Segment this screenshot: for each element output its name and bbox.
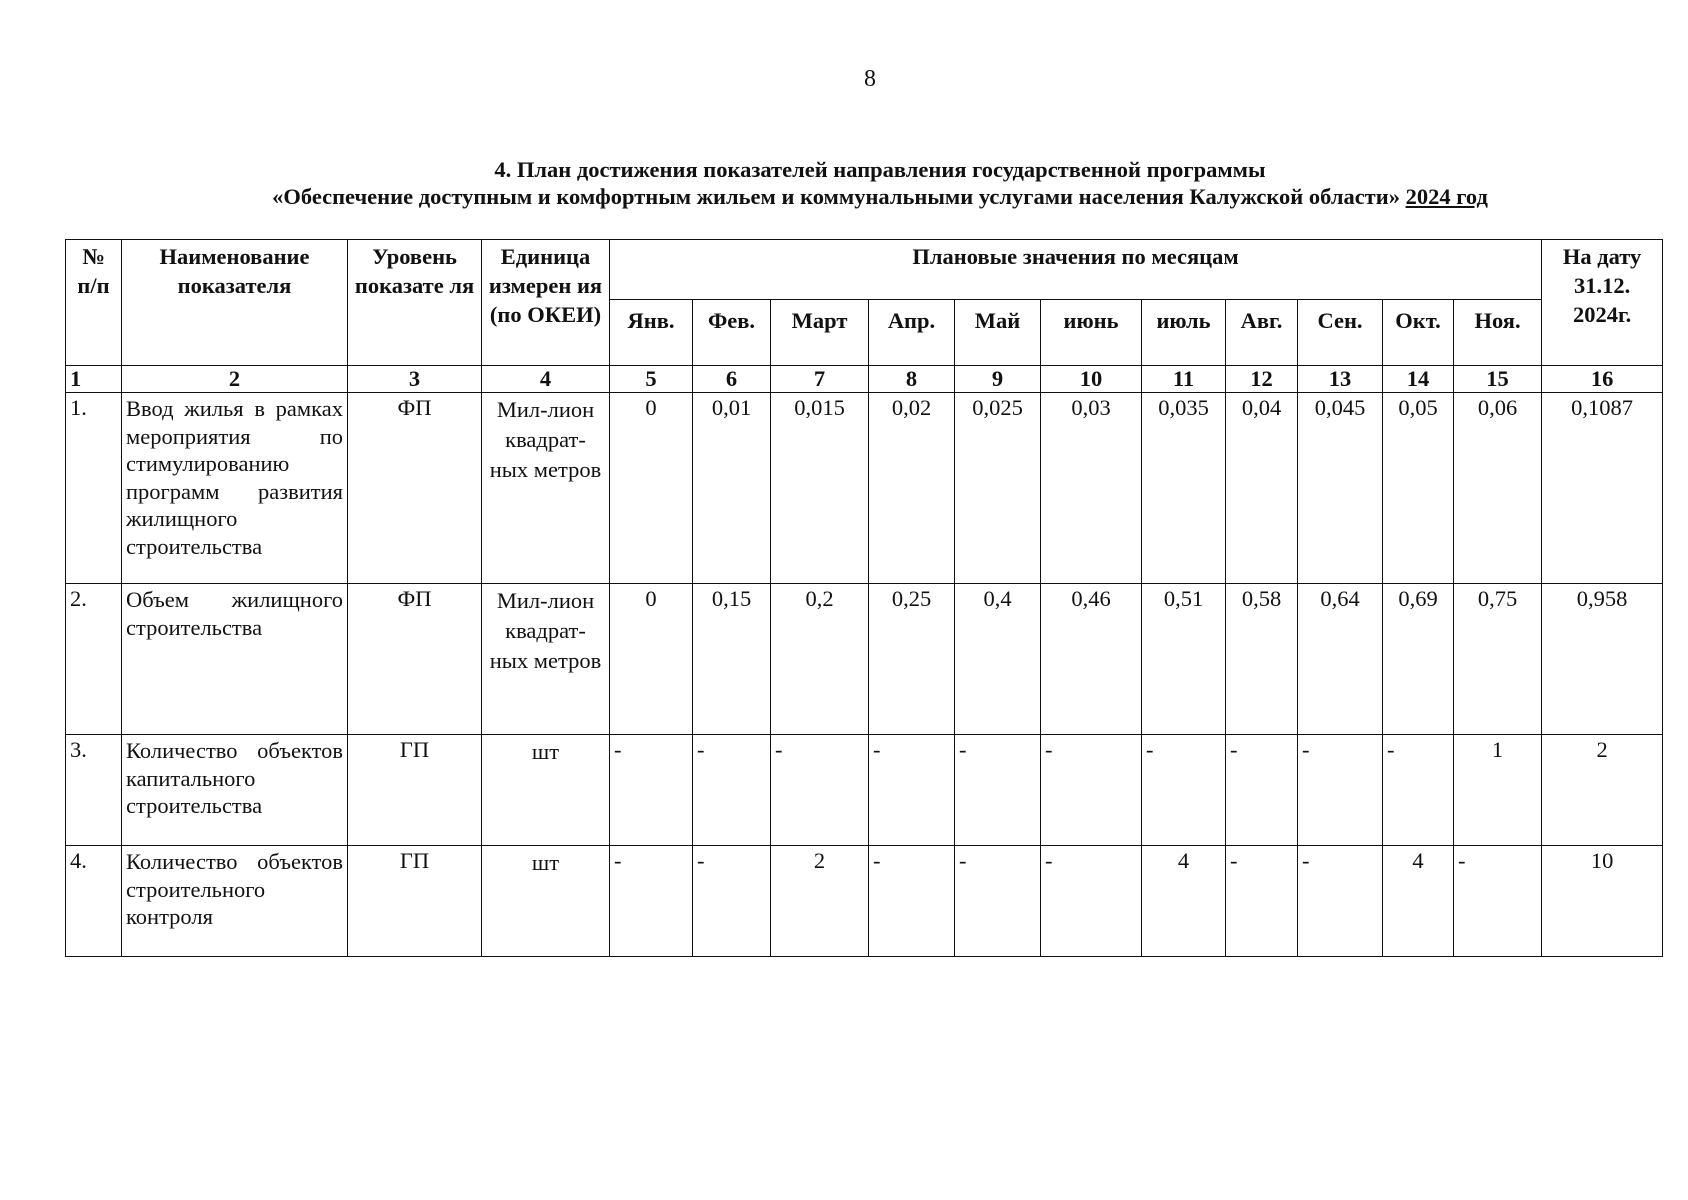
month-value: -: [1226, 846, 1298, 957]
indicator-level: ФП: [348, 584, 482, 735]
indicator-level: ГП: [348, 735, 482, 846]
column-number: 3: [348, 366, 482, 393]
table-row: [66, 846, 1663, 957]
month-header: Авг.: [1226, 300, 1298, 366]
month-value: -: [1383, 735, 1454, 846]
month-value: 0,15: [693, 584, 771, 735]
month-value: 0,01: [693, 393, 771, 584]
month-value: 0: [610, 393, 693, 584]
row-number: 3.: [66, 735, 122, 846]
indicator-level: ГП: [348, 846, 482, 957]
indicator-plan-table: [65, 239, 1663, 957]
header-final: На дату 31.12. 2024г.: [1542, 240, 1663, 366]
row-number: 2.: [66, 584, 122, 735]
month-header: Апр.: [869, 300, 955, 366]
month-value: 0,05: [1383, 393, 1454, 584]
title-line-1: 4. План достижения показателей направления государственной программы: [494, 157, 1266, 182]
month-value: -: [610, 735, 693, 846]
month-value: 0: [610, 584, 693, 735]
month-value: -: [1041, 846, 1142, 957]
column-number: 5: [610, 366, 693, 393]
month-header: Сен.: [1298, 300, 1383, 366]
column-number: 8: [869, 366, 955, 393]
column-number: 7: [771, 366, 869, 393]
month-value: 0,045: [1298, 393, 1383, 584]
column-number: 6: [693, 366, 771, 393]
indicator-unit: шт: [482, 735, 610, 846]
row-number: 1.: [66, 393, 122, 584]
header-monthly: Плановые значения по месяцам: [610, 240, 1542, 300]
month-header: Май: [955, 300, 1041, 366]
month-value: 0,025: [955, 393, 1041, 584]
month-value: -: [955, 735, 1041, 846]
indicator-name: Количество объектов строительного контроля: [122, 846, 348, 957]
table-row: [66, 393, 1663, 584]
column-number: 1: [66, 366, 122, 393]
table-row: [66, 735, 1663, 846]
month-value: 0,69: [1383, 584, 1454, 735]
month-value: 0,46: [1041, 584, 1142, 735]
month-value: 1: [1454, 735, 1542, 846]
document-title: [0, 156, 1688, 210]
month-value: -: [1226, 735, 1298, 846]
indicator-name: Ввод жилья в рамках мероприятия по стимулированию программ развития жилищного строительства: [122, 393, 348, 584]
month-value: 0,75: [1454, 584, 1542, 735]
month-value: -: [693, 846, 771, 957]
final-value: 0,1087: [1542, 393, 1663, 584]
month-header: Фев.: [693, 300, 771, 366]
title-line-2: [0, 183, 1688, 210]
month-value: 0,03: [1041, 393, 1142, 584]
month-value: 0,64: [1298, 584, 1383, 735]
month-value: -: [1142, 735, 1226, 846]
column-number: 9: [955, 366, 1041, 393]
column-number: 4: [482, 366, 610, 393]
month-value: -: [869, 846, 955, 957]
column-number: 14: [1383, 366, 1454, 393]
final-value: 0,958: [1542, 584, 1663, 735]
month-header: июнь: [1041, 300, 1142, 366]
header-row: [66, 240, 1663, 300]
title-program-name: «Обеспечение доступным и комфортным жильем и коммунальными услугами населения Калужской области»: [272, 184, 1400, 209]
page-number: 8: [864, 66, 876, 92]
indicator-level: ФП: [348, 393, 482, 584]
month-value: -: [693, 735, 771, 846]
header-name: Наименование показателя: [122, 240, 348, 366]
month-value: 0,4: [955, 584, 1041, 735]
month-value: 0,51: [1142, 584, 1226, 735]
column-number: 2: [122, 366, 348, 393]
month-value: 4: [1142, 846, 1226, 957]
table-row: [66, 584, 1663, 735]
column-number: 10: [1041, 366, 1142, 393]
month-value: -: [1454, 846, 1542, 957]
header-level: Уровень показате ля: [348, 240, 482, 366]
month-value: -: [955, 846, 1041, 957]
month-value: -: [771, 735, 869, 846]
indicator-unit: Мил-лион квадрат-ных метров: [482, 584, 610, 735]
month-header: июль: [1142, 300, 1226, 366]
month-header: Ноя.: [1454, 300, 1542, 366]
month-value: 0,04: [1226, 393, 1298, 584]
month-value: 0,2: [771, 584, 869, 735]
column-number-row: [66, 366, 1663, 393]
month-value: 0,25: [869, 584, 955, 735]
indicator-name: Объем жилищного строительства: [122, 584, 348, 735]
month-value: 0,58: [1226, 584, 1298, 735]
column-number: 12: [1226, 366, 1298, 393]
month-value: -: [610, 846, 693, 957]
indicator-unit: Мил-лион квадрат-ных метров: [482, 393, 610, 584]
month-value: -: [1298, 735, 1383, 846]
title-year: 2024 год: [1405, 184, 1488, 209]
month-header: Янв.: [610, 300, 693, 366]
month-value: 0,06: [1454, 393, 1542, 584]
month-header: Окт.: [1383, 300, 1454, 366]
month-value: 2: [771, 846, 869, 957]
final-value: 10: [1542, 846, 1663, 957]
header-unit: Единица измерен ия (по ОКЕИ): [482, 240, 610, 366]
month-header: Март: [771, 300, 869, 366]
indicator-name: Количество объектов капитального строительства: [122, 735, 348, 846]
column-number: 13: [1298, 366, 1383, 393]
header-num: № п/п: [66, 240, 122, 366]
month-value: -: [1041, 735, 1142, 846]
month-value: 4: [1383, 846, 1454, 957]
month-value: -: [869, 735, 955, 846]
column-number: 11: [1142, 366, 1226, 393]
indicator-unit: шт: [482, 846, 610, 957]
column-number: 16: [1542, 366, 1663, 393]
final-value: 2: [1542, 735, 1663, 846]
month-value: -: [1298, 846, 1383, 957]
month-value: 0,015: [771, 393, 869, 584]
column-number: 15: [1454, 366, 1542, 393]
month-value: 0,02: [869, 393, 955, 584]
month-value: 0,035: [1142, 393, 1226, 584]
row-number: 4.: [66, 846, 122, 957]
